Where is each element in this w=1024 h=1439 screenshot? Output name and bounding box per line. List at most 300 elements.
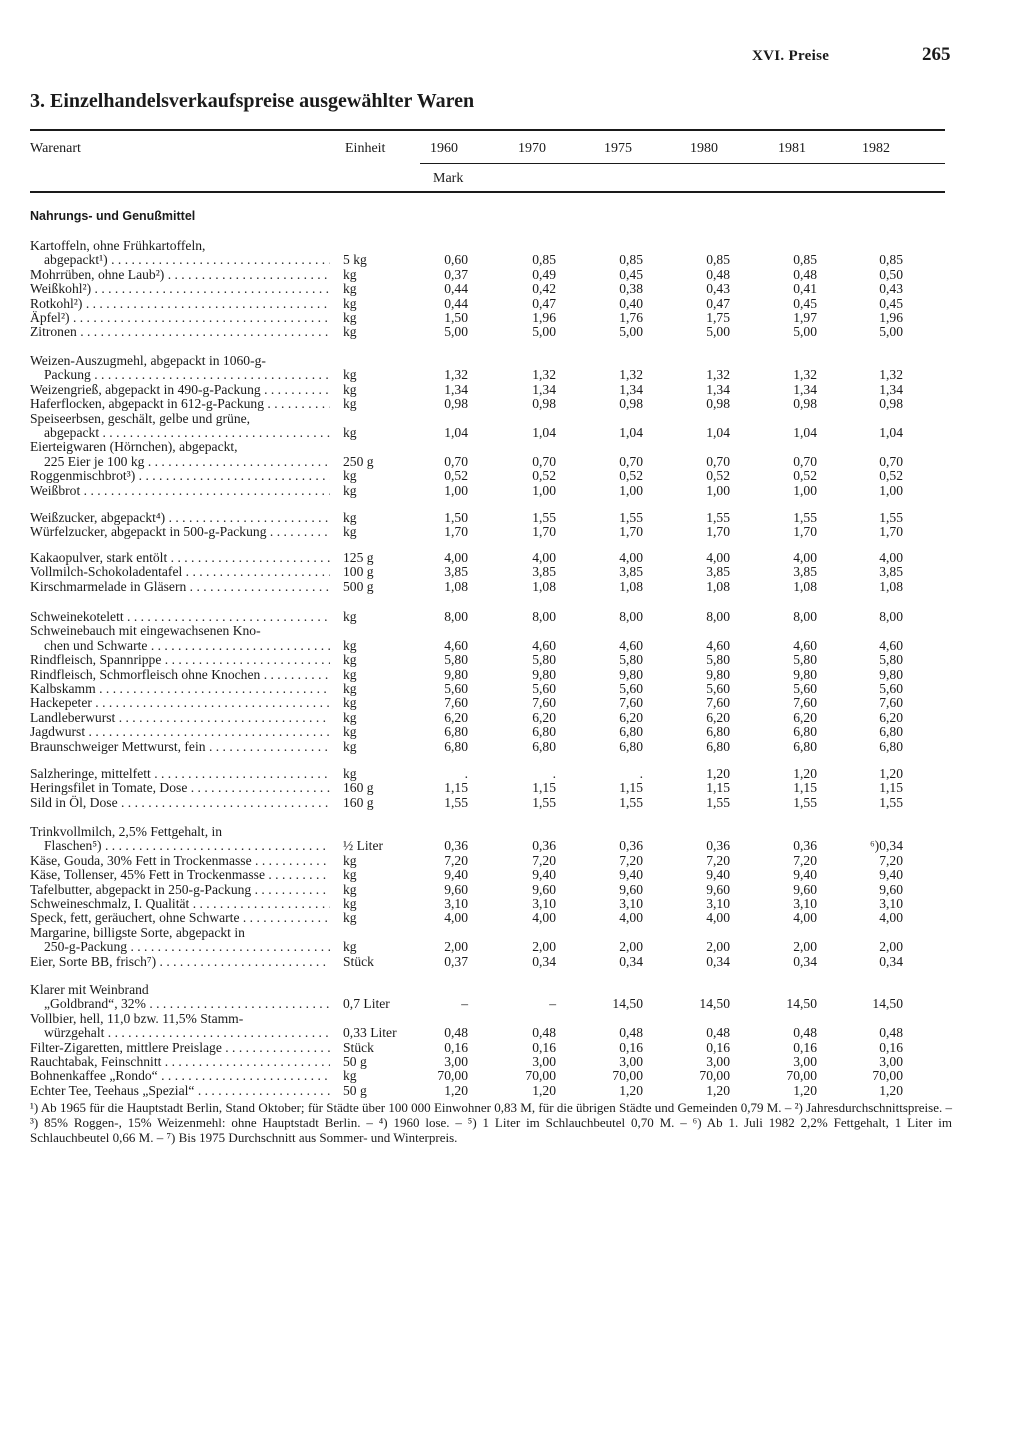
price-cell: 9,80: [619, 666, 643, 682]
price-cell: 9,60: [793, 881, 817, 897]
price-cell: 4,00: [793, 910, 817, 926]
price-cell: 3,00: [879, 1054, 903, 1069]
price-cell: 0,70: [619, 453, 643, 469]
price-cell: 4,00: [444, 910, 468, 926]
price-cell: 4,00: [793, 550, 817, 565]
price-cell: 0,34: [619, 953, 643, 969]
price-cell: 5,00: [619, 324, 643, 340]
price-cell: 6,80: [444, 738, 468, 754]
price-cell: 0,50: [879, 266, 903, 282]
price-cell: 3,10: [706, 896, 730, 911]
price-cell: 5,60: [793, 681, 817, 696]
table-row: [0, 1040, 1024, 1055]
price-cell: 1,55: [619, 794, 643, 810]
price-cell: 2,00: [793, 939, 817, 955]
row-label: Klarer mit Weinbrand: [30, 982, 149, 997]
price-cell: 0,52: [879, 468, 903, 484]
row-label: Rindfleisch, Schmorfleisch ohne Knochen . . .: [30, 667, 330, 682]
price-cell: 1,70: [532, 524, 556, 540]
price-cell: 6,80: [532, 738, 556, 754]
year-rule: [420, 163, 945, 164]
price-cell: 4,00: [619, 550, 643, 565]
row-unit: kg: [343, 881, 357, 897]
table-row: [0, 1054, 1024, 1069]
price-cell: 1,04: [706, 425, 730, 440]
table-row: [0, 564, 1024, 579]
table-row: [0, 425, 1024, 440]
table-row: [0, 710, 1024, 725]
price-cell: 4,00: [444, 550, 468, 565]
price-cell: 5,80: [879, 652, 903, 668]
price-cell: 9,40: [879, 867, 903, 883]
table-row: [0, 483, 1024, 498]
price-cell: 0,98: [619, 396, 643, 412]
price-cell: 5,00: [532, 324, 556, 340]
table-row: [0, 939, 1024, 954]
col-header-year: 1970: [518, 141, 546, 156]
price-cell: 5,00: [444, 324, 468, 340]
price-cell: 0,52: [532, 468, 556, 484]
price-cell: 0,48: [706, 266, 730, 282]
table-title: 3. Einzelhandelsverkaufspreise ausgewählter Waren: [30, 90, 475, 112]
price-cell: 8,00: [532, 609, 556, 624]
price-cell: 6,80: [706, 738, 730, 754]
row-label: Kalbskamm . . .: [30, 681, 330, 696]
price-cell: 3,10: [532, 896, 556, 911]
row-unit: kg: [343, 609, 357, 624]
row-unit: kg: [343, 637, 357, 653]
price-cell: 0,48: [619, 1025, 643, 1041]
price-cell: 0,42: [532, 281, 556, 297]
table-row: [0, 1011, 1024, 1026]
price-cell: 9,60: [532, 881, 556, 897]
price-cell: 7,60: [532, 695, 556, 711]
row-label: Eier, Sorte BB, frisch⁷) . . .: [30, 954, 330, 969]
row-label: Weißkohl²) . . .: [30, 281, 330, 296]
price-cell: 1,20: [619, 1082, 643, 1098]
price-cell: 7,20: [706, 852, 730, 868]
row-label: Vollbier, hell, 11,0 bzw. 11,5% Stamm-: [30, 1010, 244, 1026]
price-cell: 0,43: [879, 281, 903, 297]
price-cell: 4,60: [532, 637, 556, 653]
price-cell: 0,48: [793, 1025, 817, 1041]
price-cell: 0,52: [706, 468, 730, 484]
price-cell: 4,60: [444, 637, 468, 653]
price-cell: 1,08: [793, 578, 817, 594]
price-cell: ⁶)0,34: [869, 838, 903, 854]
price-cell: 1,55: [619, 510, 643, 525]
price-cell: 14,50: [786, 996, 817, 1012]
price-cell: 0,45: [879, 295, 903, 311]
row-unit: kg: [343, 281, 357, 297]
price-cell: 0,98: [706, 396, 730, 412]
price-cell: 0,36: [619, 838, 643, 854]
col-header-year: 1981: [778, 141, 806, 156]
row-label: Schweinebauch mit eingewachsenen Kno-: [30, 623, 261, 639]
price-cell: 7,20: [444, 852, 468, 868]
row-unit: 160 g: [343, 780, 374, 796]
price-cell: 1,70: [619, 524, 643, 540]
table-row: [0, 367, 1024, 382]
price-cell: 5,80: [532, 652, 556, 668]
row-label: Tafelbutter, abgepackt in 250-g-Packung . . .: [30, 882, 330, 897]
price-cell: 0,98: [879, 396, 903, 412]
price-cell: 0,37: [444, 953, 468, 969]
table-row: [0, 579, 1024, 594]
header-bottom-rule: [30, 191, 945, 193]
price-cell: 1,15: [532, 780, 556, 796]
row-unit: ½ Liter: [343, 838, 384, 854]
price-cell: 1,04: [619, 425, 643, 440]
price-cell: 1,96: [879, 310, 903, 325]
price-cell: 8,00: [706, 609, 730, 624]
price-cell: 0,98: [532, 396, 556, 412]
table-row: [0, 982, 1024, 997]
price-cell: 0,16: [793, 1039, 817, 1055]
row-unit: 0,33 Liter: [343, 1025, 397, 1041]
price-cell: 0,34: [532, 953, 556, 969]
price-cell: –: [461, 996, 468, 1012]
row-unit: kg: [343, 524, 357, 540]
table-row: [0, 439, 1024, 454]
price-cell: 0,36: [793, 838, 817, 854]
table-row: [0, 252, 1024, 267]
row-unit: Stück: [343, 1039, 374, 1055]
table-row: [0, 652, 1024, 667]
price-cell: 1,34: [793, 381, 817, 397]
price-cell: 5,60: [532, 681, 556, 696]
row-unit: kg: [343, 367, 357, 383]
row-unit: kg: [343, 724, 357, 740]
price-cell: 0,98: [444, 396, 468, 412]
row-label: Kirschmarmelade in Gläsern . . .: [30, 579, 330, 594]
price-cell: 0,34: [879, 953, 903, 969]
price-cell: 1,34: [444, 381, 468, 397]
price-cell: 1,70: [706, 524, 730, 540]
price-cell: 0,38: [619, 281, 643, 297]
price-cell: 9,40: [532, 867, 556, 883]
price-cell: 6,80: [879, 738, 903, 754]
table-row: [0, 296, 1024, 311]
row-label: Sild in Öl, Dose . . .: [30, 795, 330, 810]
price-cell: 6,80: [793, 724, 817, 740]
table-row: [0, 766, 1024, 781]
price-cell: 0,47: [532, 295, 556, 311]
row-label: Weizengrieß, abgepackt in 490-g-Packung . . .: [30, 382, 330, 397]
running-head: XVI. Preise: [752, 48, 830, 64]
price-cell: 0,45: [619, 266, 643, 282]
price-cell: 1,08: [879, 578, 903, 594]
price-cell: 0,70: [793, 453, 817, 469]
price-cell: 4,60: [793, 637, 817, 653]
price-cell: 7,20: [793, 852, 817, 868]
price-cell: 1,55: [879, 510, 903, 525]
price-cell: 5,60: [619, 681, 643, 696]
price-cell: 3,85: [619, 564, 643, 580]
price-cell: 5,00: [793, 324, 817, 340]
row-label: Rindfleisch, Spannrippe . . .: [30, 652, 330, 667]
page-number: 265: [922, 44, 951, 65]
row-unit: kg: [343, 681, 357, 696]
price-cell: 1,50: [444, 310, 468, 325]
price-cell: 0,37: [444, 266, 468, 282]
table-row: [0, 1025, 1024, 1040]
price-cell: 9,80: [444, 666, 468, 682]
row-label: Speck, fett, geräuchert, ohne Schwarte . . .: [30, 910, 330, 925]
row-unit: kg: [343, 381, 357, 397]
price-cell: 9,40: [706, 867, 730, 883]
price-cell: 0,34: [793, 953, 817, 969]
price-cell: 1,50: [444, 510, 468, 525]
row-label: Echter Tee, Teehaus „Spezial“ . . .: [30, 1083, 330, 1098]
price-cell: 14,50: [872, 996, 903, 1012]
row-unit: kg: [343, 766, 357, 781]
price-cell: 1,15: [706, 780, 730, 796]
table-row: [0, 853, 1024, 868]
price-cell: 7,60: [879, 695, 903, 711]
price-cell: 1,75: [706, 310, 730, 325]
price-cell: 1,97: [793, 310, 817, 325]
price-cell: 1,32: [706, 367, 730, 383]
row-label: Mohrrüben, ohne Laub²) . . .: [30, 267, 330, 282]
price-cell: 0,36: [444, 838, 468, 854]
price-cell: 0,52: [793, 468, 817, 484]
row-unit: 50 g: [343, 1054, 367, 1069]
price-cell: 8,00: [444, 609, 468, 624]
table-row: [0, 910, 1024, 925]
price-cell: 1,04: [532, 425, 556, 440]
price-cell: 0,34: [706, 953, 730, 969]
price-cell: 1,00: [706, 482, 730, 498]
table-row: [0, 1068, 1024, 1083]
row-unit: kg: [343, 1068, 357, 1084]
price-cell: –: [549, 996, 556, 1012]
row-label: Heringsfilet in Tomate, Dose . . .: [30, 780, 330, 795]
row-unit: kg: [343, 709, 357, 725]
table-row: [0, 310, 1024, 325]
price-cell: 7,60: [619, 695, 643, 711]
row-label: Kartoffeln, ohne Frühkartoffeln,: [30, 238, 206, 253]
price-cell: 0,98: [793, 396, 817, 412]
price-cell: 5,80: [706, 652, 730, 668]
price-cell: 1,34: [879, 381, 903, 397]
price-cell: 0,85: [532, 252, 556, 268]
price-cell: 1,04: [879, 425, 903, 440]
price-cell: 4,00: [706, 550, 730, 565]
table-row: [0, 468, 1024, 483]
row-unit: 250 g: [343, 453, 374, 469]
row-label: 250-g-Packung . . .: [44, 939, 330, 954]
price-cell: 1,20: [706, 766, 730, 781]
row-unit: Stück: [343, 953, 374, 969]
row-unit: kg: [343, 652, 357, 668]
top-rule: [30, 129, 945, 131]
price-cell: 2,00: [444, 939, 468, 955]
price-cell: 5,80: [444, 652, 468, 668]
price-cell: 4,60: [879, 637, 903, 653]
table-row: [0, 996, 1024, 1011]
price-cell: 7,60: [793, 695, 817, 711]
price-cell: 1,55: [532, 510, 556, 525]
price-cell: 0,70: [444, 453, 468, 469]
row-label: Käse, Gouda, 30% Fett in Trockenmasse . . .: [30, 853, 330, 868]
row-label: Roggenmischbrot³) . . .: [30, 468, 330, 483]
price-cell: 0,16: [619, 1039, 643, 1055]
price-cell: 6,20: [879, 709, 903, 725]
table-row: [0, 510, 1024, 525]
price-cell: 4,00: [619, 910, 643, 926]
price-cell: 2,00: [706, 939, 730, 955]
price-cell: 6,20: [706, 709, 730, 725]
price-cell: 6,80: [879, 724, 903, 740]
price-cell: 6,80: [444, 724, 468, 740]
price-cell: 3,00: [793, 1054, 817, 1069]
price-cell: 7,20: [619, 852, 643, 868]
price-cell: 0,85: [879, 252, 903, 268]
row-label: „Goldbrand“, 32% . . .: [44, 996, 330, 1011]
table-row: [0, 838, 1024, 853]
price-cell: 0,40: [619, 295, 643, 311]
price-cell: 1,00: [444, 482, 468, 498]
price-cell: 5,80: [619, 652, 643, 668]
row-label: Weißzucker, abgepackt⁴) . . .: [30, 510, 330, 525]
row-label: chen und Schwarte . . .: [44, 638, 330, 653]
price-cell: 0,85: [619, 252, 643, 268]
price-cell: 7,20: [532, 852, 556, 868]
price-cell: 70,00: [525, 1068, 556, 1084]
price-cell: 9,60: [619, 881, 643, 897]
price-cell: 70,00: [612, 1068, 643, 1084]
table-row: [0, 1083, 1024, 1098]
row-unit: kg: [343, 425, 357, 440]
table-row: [0, 681, 1024, 696]
row-unit: 0,7 Liter: [343, 996, 390, 1012]
price-cell: 1,08: [444, 578, 468, 594]
price-cell: 0,48: [532, 1025, 556, 1041]
price-cell: 4,60: [706, 637, 730, 653]
price-cell: 0,41: [793, 281, 817, 297]
price-cell: 0,36: [532, 838, 556, 854]
price-cell: 0,16: [532, 1039, 556, 1055]
table-row: [0, 739, 1024, 754]
row-label: Salzheringe, mittelfett . . .: [30, 766, 330, 781]
price-cell: 1,32: [532, 367, 556, 383]
price-cell: 1,55: [706, 510, 730, 525]
price-cell: 2,00: [879, 939, 903, 955]
price-cell: 70,00: [437, 1068, 468, 1084]
price-cell: 1,15: [444, 780, 468, 796]
row-unit: kg: [343, 482, 357, 498]
table-row: [0, 238, 1024, 253]
price-cell: 0,36: [706, 838, 730, 854]
col-header-einheit: Einheit: [345, 141, 386, 156]
row-label: Weißbrot . . .: [30, 483, 330, 498]
price-cell: 2,00: [619, 939, 643, 955]
price-cell: 9,60: [706, 881, 730, 897]
price-cell: 6,80: [619, 724, 643, 740]
row-label: Kakaopulver, stark entölt . . .: [30, 550, 330, 565]
row-label: Landleberwurst . . .: [30, 710, 330, 725]
price-cell: 3,10: [619, 896, 643, 911]
table-row: [0, 396, 1024, 411]
price-cell: 5,60: [706, 681, 730, 696]
table-row: [0, 609, 1024, 624]
table-row: [0, 954, 1024, 969]
price-cell: 0,70: [879, 453, 903, 469]
price-cell: 7,60: [706, 695, 730, 711]
price-cell: 9,80: [532, 666, 556, 682]
price-cell: 2,00: [532, 939, 556, 955]
price-cell: 8,00: [619, 609, 643, 624]
price-cell: 0,70: [532, 453, 556, 469]
price-cell: 6,80: [619, 738, 643, 754]
price-cell: 0,48: [793, 266, 817, 282]
table-row: [0, 695, 1024, 710]
price-cell: 0,16: [444, 1039, 468, 1055]
price-cell: 5,80: [793, 652, 817, 668]
table-row: [0, 896, 1024, 911]
table-row: [0, 623, 1024, 638]
price-cell: 1,34: [706, 381, 730, 397]
price-cell: 1,55: [879, 794, 903, 810]
price-cell: 1,00: [532, 482, 556, 498]
price-cell: 5,60: [879, 681, 903, 696]
price-cell: 1,70: [444, 524, 468, 540]
price-cell: 0,85: [706, 252, 730, 268]
price-cell: 1,34: [619, 381, 643, 397]
price-cell: 6,80: [706, 724, 730, 740]
price-cell: 9,80: [706, 666, 730, 682]
table-row: [0, 353, 1024, 368]
row-unit: kg: [343, 310, 357, 325]
price-cell: 1,32: [793, 367, 817, 383]
row-label: Rotkohl²) . . .: [30, 296, 330, 311]
footnotes: ¹) Ab 1965 für die Hauptstadt Berlin, Stand Oktober; für Städte über 100 000 Einwohner 0,83 M, für die übrigen Städte und Gemeinden 0,79 M. – ²) Jahresdurchschnittspreise. – ³) 85% Roggen-, 15% Weizenmehl: ohne Hauptstadt Berlin. – ⁴) 1960 lose. – ⁵) 1 Liter im Schlauchbeutel 0,70 M. – ⁶) Ab 1. Juli 1982 2,2% Fettgehalt, 1 Liter im Schlauchbeutel 0,66 M. – ⁷) Bis 1975 Durchschnitt aus Sommer- und Winterpreis.: [30, 1100, 952, 1145]
row-unit: 500 g: [343, 578, 374, 594]
row-label: Margarine, billigste Sorte, abgepackt in: [30, 924, 245, 940]
row-label: Bohnenkaffee „Rondo“ . . .: [30, 1068, 330, 1083]
price-cell: 3,00: [619, 1054, 643, 1069]
row-label: abgepackt . . .: [44, 425, 330, 440]
price-cell: 1,20: [879, 766, 903, 781]
price-cell: 0,43: [706, 281, 730, 297]
price-cell: 3,85: [793, 564, 817, 580]
row-label: Speiseerbsen, geschält, gelbe und grüne,: [30, 410, 251, 426]
price-cell: 3,00: [706, 1054, 730, 1069]
price-cell: 0,49: [532, 266, 556, 282]
price-cell: 0,52: [619, 468, 643, 484]
table-row: [0, 667, 1024, 682]
row-label: Jagdwurst . . .: [30, 724, 330, 739]
price-cell: 3,85: [444, 564, 468, 580]
row-label: Hackepeter . . .: [30, 695, 330, 710]
price-cell: .: [552, 766, 556, 781]
price-cell: 4,00: [879, 910, 903, 926]
row-unit: 100 g: [343, 564, 374, 580]
price-cell: 6,80: [532, 724, 556, 740]
row-label: Vollmilch-Schokoladentafel . . .: [30, 564, 330, 579]
price-cell: 1,76: [619, 310, 643, 325]
col-header-year: 1960: [430, 141, 458, 156]
row-unit: kg: [343, 510, 357, 525]
price-cell: 1,15: [879, 780, 903, 796]
price-cell: 6,20: [532, 709, 556, 725]
row-label: würzgehalt . . .: [44, 1025, 330, 1040]
table-row: [0, 724, 1024, 739]
row-unit: kg: [343, 896, 357, 911]
price-cell: 6,80: [793, 738, 817, 754]
price-cell: 5,00: [706, 324, 730, 340]
